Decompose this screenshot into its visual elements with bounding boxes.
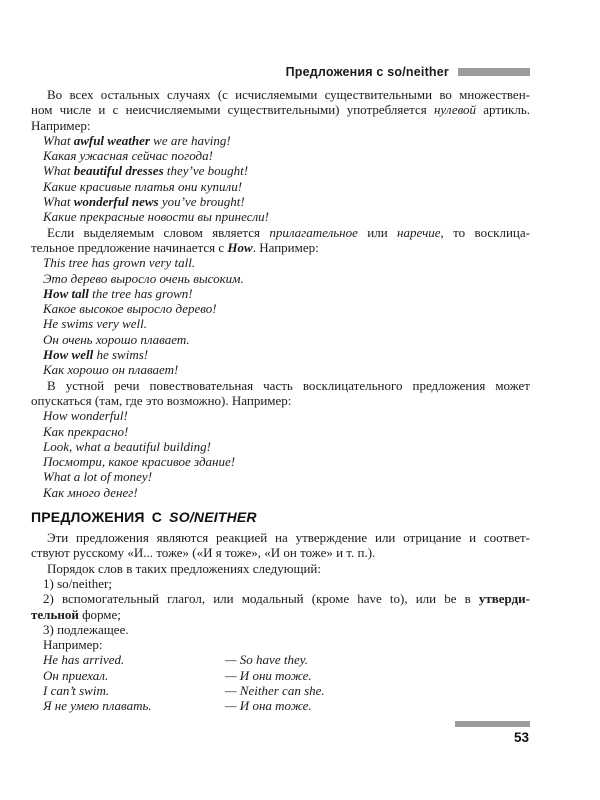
text-segment: — So have they.	[225, 652, 309, 668]
example-right	[225, 698, 530, 713]
example-left	[31, 698, 225, 713]
text-line	[31, 485, 530, 500]
text-line	[31, 347, 530, 362]
text-segment: тельной	[31, 606, 79, 622]
text-segment: Он приехал.	[43, 667, 109, 683]
text-segment: SO/NEITHER	[169, 509, 257, 526]
text-segment: нулевой	[433, 102, 477, 118]
text-segment: — Neither can she.	[225, 682, 325, 698]
text-segment: — И они тоже.	[225, 667, 312, 683]
text-line	[31, 469, 530, 484]
text-line	[31, 576, 530, 591]
example-right	[225, 652, 530, 667]
text-segment: артикль.	[476, 102, 531, 118]
text-segment: Он очень хорошо плавает.	[43, 331, 190, 347]
text-segment: Я не умею плавать.	[43, 698, 152, 714]
text-segment: 3) подлежащее.	[43, 621, 129, 637]
text-line	[31, 148, 530, 163]
text-segment: , то восклица-	[440, 224, 530, 240]
example-row	[31, 652, 530, 667]
text-line	[31, 378, 530, 393]
text-line	[31, 255, 530, 270]
header-accent-bar	[458, 68, 530, 76]
text-segment: I can’t swim.	[43, 682, 110, 698]
text-segment: Look, what a beautiful building!	[43, 438, 211, 454]
text-segment: beautiful dresses	[73, 163, 164, 179]
text-segment: wonderful news	[73, 194, 159, 210]
text-segment: How tall	[43, 285, 89, 301]
text-segment: ном числе и с неисчисляемыми существительными) употребляется	[31, 102, 434, 118]
text-line	[31, 622, 530, 637]
text-segment: тельное предложение начинается с	[31, 239, 228, 255]
text-line	[31, 102, 530, 117]
content-lines	[31, 87, 530, 714]
text-segment: Какие красивые платья они купили!	[43, 178, 243, 194]
text-line	[31, 133, 530, 148]
text-segment: He has arrived.	[43, 652, 125, 668]
example-left	[31, 683, 225, 698]
text-line	[31, 118, 530, 133]
text-segment: he swims!	[93, 347, 149, 363]
text-line	[31, 179, 530, 194]
footer-accent-bar	[455, 721, 530, 727]
text-line	[31, 332, 530, 347]
text-segment: 2) вспомогательный глагол, или модальный (кроме have to), или be в	[43, 591, 479, 607]
text-line	[31, 286, 530, 301]
text-segment: the tree has grown!	[88, 285, 193, 301]
example-row	[31, 668, 530, 683]
text-line	[31, 240, 530, 255]
text-segment: 1) so/neither;	[43, 575, 112, 591]
example-right	[225, 683, 530, 698]
running-header-title: Предложения с so/neither	[285, 65, 449, 79]
example-left	[31, 652, 225, 667]
text-line	[31, 561, 530, 576]
text-segment: This tree has grown very tall.	[43, 255, 196, 271]
text-line	[31, 362, 530, 377]
text-segment: Например:	[43, 637, 103, 653]
text-line	[31, 545, 530, 560]
text-line	[31, 209, 530, 224]
text-line	[31, 271, 530, 286]
text-segment: Порядок слов в таких предложениях следующий:	[47, 560, 321, 576]
text-segment: прилагательное	[269, 224, 358, 240]
text-segment: How wonderful!	[43, 408, 128, 424]
text-line	[31, 301, 530, 316]
text-line	[31, 637, 530, 652]
text-line	[31, 530, 530, 545]
text-line	[31, 439, 530, 454]
text-segment: Например:	[31, 117, 91, 133]
text-segment: Какая ужасная сейчас погода!	[43, 148, 213, 164]
text-segment: we are having!	[149, 132, 231, 148]
example-right	[225, 668, 530, 683]
example-row	[31, 698, 530, 713]
text-segment: Какие прекрасные новости вы принесли!	[43, 209, 269, 225]
text-segment: He swims very well.	[43, 316, 147, 332]
text-segment: форме;	[78, 606, 121, 622]
text-segment: What	[43, 194, 74, 210]
text-segment: опускаться (там, где это возможно). Например:	[31, 392, 292, 408]
text-segment: . Например:	[252, 239, 319, 255]
section-heading	[31, 509, 530, 525]
text-segment: What a lot of money!	[43, 469, 153, 485]
text-line	[31, 607, 530, 622]
text-line	[31, 316, 530, 331]
text-segment: — И она тоже.	[225, 698, 312, 714]
text-segment: Если выделяемым словом является	[47, 224, 270, 240]
text-line	[31, 225, 530, 240]
text-line	[31, 87, 530, 102]
text-segment: they’ve bought!	[163, 163, 249, 179]
text-segment: Как прекрасно!	[43, 423, 129, 439]
text-segment: Какое высокое выросло дерево!	[43, 301, 217, 317]
text-line	[31, 194, 530, 209]
text-line	[31, 408, 530, 423]
text-segment: Это дерево выросло очень высоким.	[43, 270, 244, 286]
text-segment: How well	[43, 347, 94, 363]
text-segment: наречие	[397, 224, 441, 240]
page-number: 53	[513, 730, 529, 745]
page-footer	[455, 721, 530, 745]
text-segment: или	[357, 224, 398, 240]
text-segment: What	[43, 132, 74, 148]
text-line	[31, 393, 530, 408]
text-line	[31, 591, 530, 606]
text-segment: Эти предложения являются реакцией на утверждение или отрицание и соответ-	[47, 530, 530, 546]
text-line	[31, 163, 530, 178]
text-segment: ствуют русскому «И... тоже» («И я тоже», «И он тоже» и т. п.).	[31, 545, 376, 561]
text-line	[31, 454, 530, 469]
example-row	[31, 683, 530, 698]
text-segment: ПРЕДЛОЖЕНИЯ С	[31, 509, 170, 526]
text-segment: How	[227, 239, 253, 255]
text-segment: What	[43, 163, 74, 179]
text-line	[31, 424, 530, 439]
text-segment: Посмотри, какое красивое здание!	[43, 454, 236, 470]
text-segment: утверди-	[478, 591, 530, 607]
text-segment: Как много денег!	[43, 484, 138, 500]
text-segment: Во всех остальных случаях (с исчисляемыми существительными во множествен-	[47, 87, 530, 102]
example-left	[31, 668, 225, 683]
running-header	[286, 65, 530, 79]
text-segment: В устной речи повествовательная часть восклицательного предложения может	[47, 377, 530, 393]
text-segment: Как хорошо он плавает!	[43, 362, 179, 378]
text-segment: you’ve brought!	[158, 194, 245, 210]
text-segment: awful weather	[73, 132, 150, 148]
